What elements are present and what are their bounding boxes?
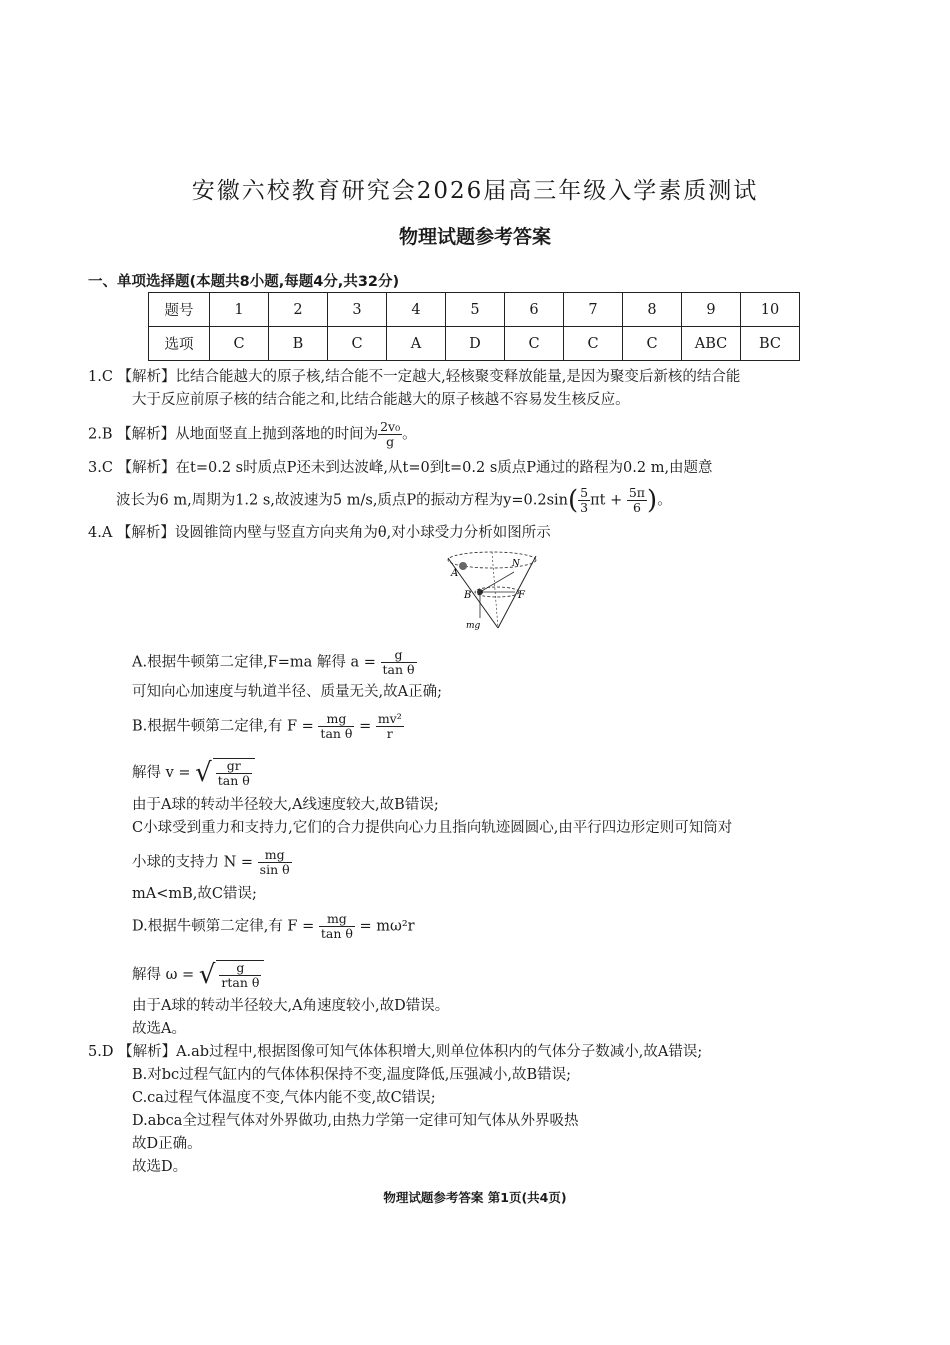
q3-fraction-2: $\frac{5\pi}{6}$ [628,485,646,515]
table-row-label: 题号 [149,293,210,327]
table-cell: ABC [682,327,741,361]
table-cell: 3 [328,293,387,327]
q4-d-solution: 解得 ω = √ $\frac{g}{\text{rtan θ}}$ [132,960,264,990]
page-footer: 物理试题参考答案 第1页(共4页) [383,1190,567,1205]
q4-b-solution: 解得 v = √ $\frac{gr}{\text{tan θ}}$ [132,758,255,788]
table-cell: C [505,327,564,361]
q2-text: 2.B 【解析】从地面竖直上抛到落地的时间为 [88,426,379,443]
q4-d-line1: D.根据牛顿第二定律,有 F = $\frac{mg}{\text{tan θ}}$ = mω²r [132,911,415,941]
label-b: B [464,590,472,601]
q4-a-line2: 可知向心加速度与轨道半径、质量无关,故A正确; [132,684,442,700]
table-cell: C [564,327,623,361]
page-title: 安徽六校教育研究会2026届高三年级入学素质测试 [191,178,759,204]
q4-c-line1: C小球受到重力和支持力,它们的合力提供向心力且指向轨迹圆圆心,由平行四边形定则可知筒对 [132,820,733,836]
page-subtitle: 物理试题参考答案 [398,226,551,248]
q4-b-line1: B.根据牛顿第二定律,有 F = $\frac{mg}{\text{tan θ}}$ = $\frac{\text{mv²}}{r}$ [132,711,402,741]
table-cell: BC [741,327,800,361]
q4-c-line3: mA<mB,故C错误; [132,886,257,902]
section-heading: 一、单项选择题(本题共8小题,每题4分,共32分) [88,274,400,290]
q5-line5: 故D正确。 [132,1136,202,1152]
q4-c-line2: 小球的支持力 N = $\frac{mg}{\text{sin θ}}$ [132,847,290,877]
table-row [149,327,800,361]
table-cell: 4 [387,293,446,327]
q5-line3: C.ca过程气体温度不变,气体内能不变,故C错误; [132,1090,436,1106]
table-cell: 7 [564,293,623,327]
q5-conclusion: 故选D。 [132,1159,188,1175]
q3-fraction-1: $\frac{5}{3}$ [580,485,589,515]
table-cell: C [210,327,269,361]
q3-line1: 3.C 【解析】在t=0.2 s时质点P还未到达波峰,从t=0到t=0.2 s质点P通过的路程为0.2 m,由题意 [88,460,713,476]
q4-conclusion: 故选A。 [132,1021,186,1037]
table-cell: C [623,327,682,361]
answer-table [148,292,800,361]
table-cell: B [269,327,328,361]
table-row [149,293,800,327]
table-cell: D [446,327,505,361]
q5-line1: 5.D 【解析】A.ab过程中,根据图像可知气体体积增大,则单位体积内的气体分子数减小,故A错误; [88,1044,703,1060]
label-mg: mg [466,621,481,631]
table-cell: 2 [269,293,328,327]
q2-fraction: $\frac{\text{2v₀}}{g}$ [380,419,401,449]
q1-line1: 1.C 【解析】比结合能越大的原子核,结合能不一定越大,轻核聚变释放能量,是因为聚变后新核的结合能 [88,369,741,385]
table-cell: 1 [210,293,269,327]
q4-d-line3: 由于A球的转动半径较大,A角速度较小,故D错误。 [132,998,450,1014]
table-row-label: 选项 [149,327,210,361]
q1-line2: 大于反应前原子核的结合能之和,比结合能越大的原子核越不容易发生核反应。 [132,392,630,408]
table-cell: 10 [741,293,800,327]
cone-force-diagram [440,548,550,633]
table-cell: A [387,327,446,361]
q5-line2: B.对bc过程气缸内的气体体积保持不变,温度降低,压强减小,故B错误; [132,1067,572,1083]
ball-a [459,562,467,570]
table-cell: C [328,327,387,361]
q4-b-line4: 由于A球的转动半径较大,A线速度较大,故B错误; [132,797,439,813]
table-cell: 8 [623,293,682,327]
label-a: A [451,568,459,579]
q4-line1: 4.A 【解析】设圆锥筒内壁与竖直方向夹角为θ,对小球受力分析如图所示 [88,525,551,541]
table-cell: 5 [446,293,505,327]
q4-a-line1: A.根据牛顿第二定律,F=ma 解得 a = $\frac{g}{\text{tan θ}}$ [132,647,415,677]
q5-line4: D.abca全过程气体对外界做功,由热力学第一定律可知气体从外界吸热 [132,1113,579,1129]
label-f: F [518,590,525,601]
label-n: N [512,559,520,569]
table-cell: 9 [682,293,741,327]
q2-line: 2.B 【解析】从地面竖直上抛到落地的时间为 $\frac{\text{2v₀}}{g}$ 。 [88,419,417,449]
table-cell: 6 [505,293,564,327]
q3-line2: 波长为6 m,周期为1.2 s,故波速为5 m/s,质点P的振动方程为y=0.2sin( $\frac{5}{3}$ πt + $\frac{5\pi}{6}$ )。 [116,485,672,516]
